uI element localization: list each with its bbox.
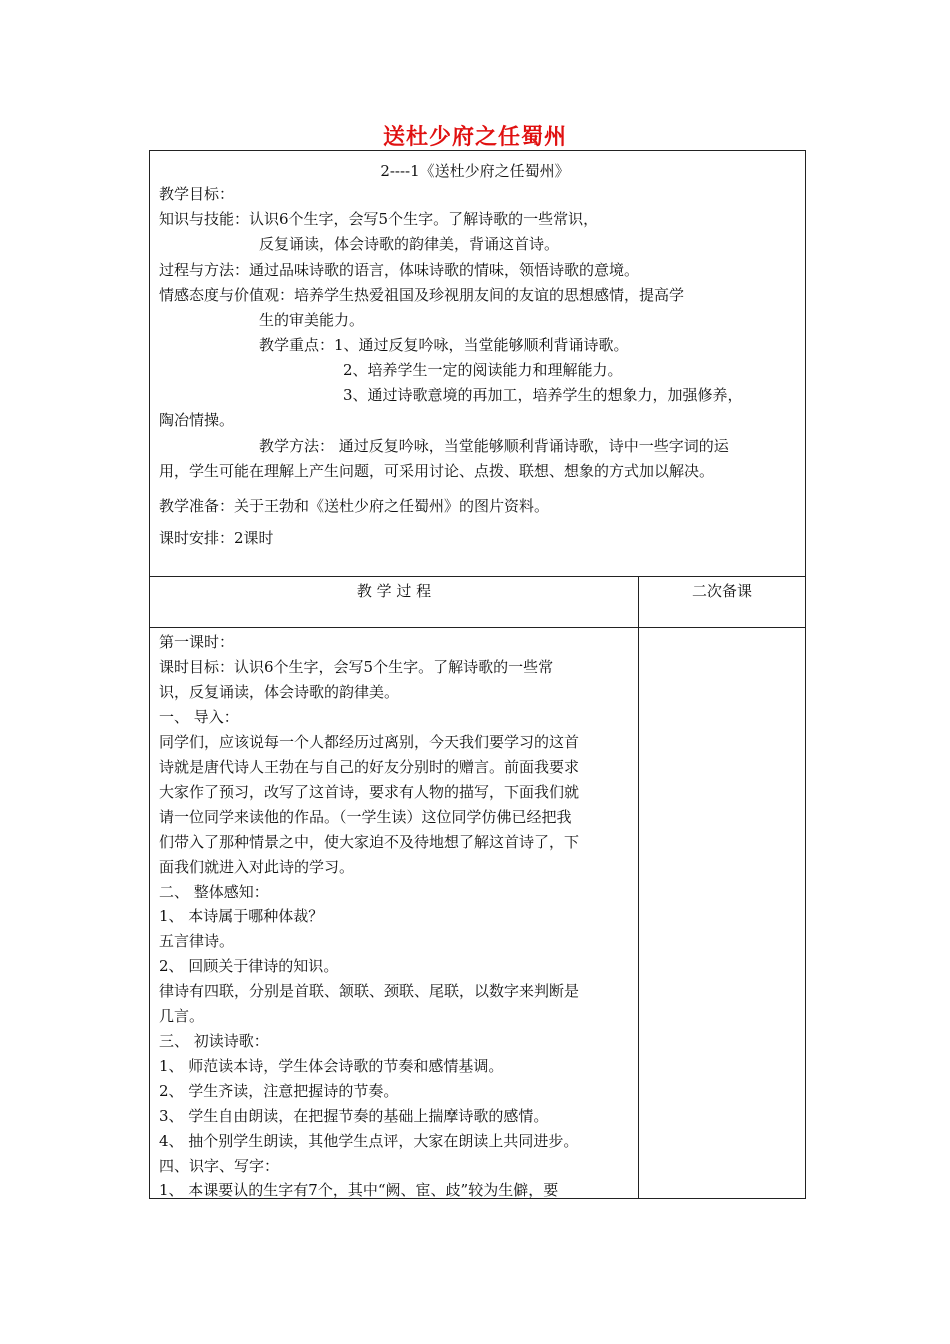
page-title: 送杜少府之任蜀州 (382, 125, 567, 150)
process-line: 3、 学生自由朗读，在把握节奏的基础上揣摩诗歌的感情。 (159, 1107, 549, 1125)
objective-line: 反复诵读，体会诗歌的韵律美，背诵这首诗。 (259, 235, 560, 253)
objective-line: 2、培养学生一定的阅读能力和理解能力。 (343, 361, 623, 379)
process-line: 2、 回顾关于律诗的知识。 (159, 957, 339, 975)
objective-line: 生的审美能力。 (259, 311, 365, 329)
process-line: 面我们就进入对此诗的学习。 (159, 858, 355, 876)
objective-line: 用，学生可能在理解上产生问题，可采用讨论、点拨、联想、想象的方式加以解决。 (159, 462, 715, 480)
second-prep-body-cell (638, 627, 806, 1199)
objective-line: 过程与方法：通过品味诗歌的语言，体味诗歌的情味，领悟诗歌的意境。 (159, 261, 640, 279)
process-line: 几言。 (159, 1007, 205, 1025)
process-line: 四、识字、写字： (159, 1157, 280, 1175)
process-line: 大家作了预习，改写了这首诗，要求有人物的描写，下面我们就 (159, 783, 580, 801)
process-line: 1、 师范读本诗，学生体会诗歌的节奏和感情基调。 (159, 1057, 504, 1075)
process-line: 二、 整体感知： (159, 883, 269, 901)
process-line: 第一课时： (159, 633, 235, 651)
objective-line: 教学目标： (159, 185, 235, 203)
objective-line: 情感态度与价值观：培养学生热爱祖国及珍视朋友间的友谊的思想感情，提高学 (159, 286, 685, 304)
objective-line: 3、通过诗歌意境的再加工，培养学生的想象力，加强修养， (343, 386, 743, 404)
process-line: 2、 学生齐读，注意把握诗的节奏。 (159, 1082, 399, 1100)
process-line: 请一位同学来读他的作品。（一学生读）这位同学仿佛已经把我 (159, 808, 572, 826)
objective-line: 教学重点：1、通过反复吟咏，当堂能够顺利背诵诗歌。 (259, 336, 629, 354)
process-line: 们带入了那种情景之中，使大家迫不及待地想了解这首诗了，下 (159, 833, 580, 851)
process-line: 三、 初读诗歌： (159, 1032, 269, 1050)
objective-line: 教学准备：关于王勃和《送杜少府之任蜀州》的图片资料。 (159, 497, 550, 515)
process-line: 1、 本诗属于哪种体裁？ (159, 907, 324, 925)
process-line: 课时目标：认识6个生字，会写5个生字。了解诗歌的一些常 (159, 658, 554, 676)
process-line: 律诗有四联，分别是首联、颔联、颈联、尾联，以数字来判断是 (159, 982, 580, 1000)
process-line: 五言律诗。 (159, 932, 235, 950)
objective-line: 课时安排：2课时 (159, 529, 274, 547)
process-header: 教 学 过 程 (356, 582, 432, 600)
objective-line: 教学方法： 通过反复吟咏，当堂能够顺利背诵诗歌，诗中一些字词的运 (259, 437, 729, 455)
process-line: 同学们，应该说每一个人都经历过离别，今天我们要学习的这首 (159, 733, 580, 751)
objectives-subtitle: 2----1《送杜少府之任蜀州》 (380, 162, 570, 180)
second-prep-header: 二次备课 (691, 582, 752, 600)
objective-line: 陶冶情操。 (159, 411, 235, 429)
process-line: 4、 抽个别学生朗读，其他学生点评，大家在朗读上共同进步。 (159, 1132, 579, 1150)
process-line: 识，反复诵读，体会诗歌的韵律美。 (159, 683, 400, 701)
objective-line: 知识与技能：认识6个生字，会写5个生字。了解诗歌的一些常识， (159, 210, 599, 228)
process-line: 1、 本课要认的生字有7个，其中“阙、宦、歧”较为生僻，要 (159, 1181, 559, 1199)
process-line: 诗就是唐代诗人王勃在与自己的好友分别时的赠言。前面我要求 (159, 758, 580, 776)
process-line: 一、 导入： (159, 708, 239, 726)
